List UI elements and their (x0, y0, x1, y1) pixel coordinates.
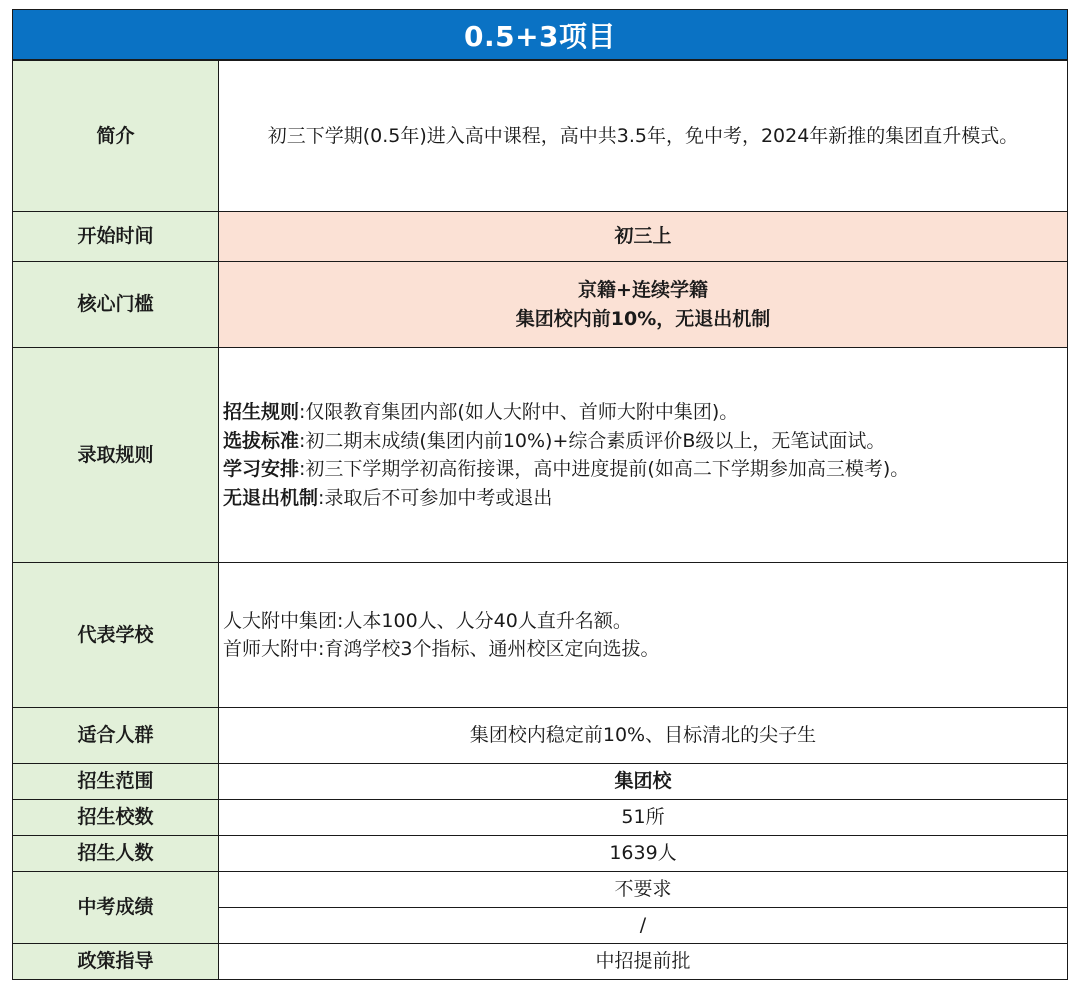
rule-item (223, 484, 1067, 513)
table-row-suitable (13, 708, 1068, 764)
threshold-line-2: 集团校内前10%，无退出机制 (515, 307, 771, 330)
row-value-suitable: 集团校内稳定前10%、目标清北的尖子生 (219, 708, 1068, 764)
project-info-table (12, 60, 1068, 980)
row-label-student-count: 招生人数 (13, 836, 219, 872)
row-label-policy: 政策指导 (13, 944, 219, 980)
rule-text: :初三下学期学初高衔接课，高中进度提前(如高二下学期参加高三模考)。 (299, 458, 910, 480)
table-row-school-count (13, 800, 1068, 836)
rule-key: 无退出机制 (223, 486, 319, 509)
row-label-schools: 代表学校 (13, 563, 219, 708)
row-label-exam-score: 中考成绩 (13, 872, 219, 944)
rule-item (223, 398, 1067, 427)
table-row-schools (13, 563, 1068, 708)
table-row-exam-score (13, 872, 1068, 908)
rule-key: 学习安排 (223, 458, 300, 480)
row-value-schools (219, 563, 1068, 708)
rule-item (223, 455, 1067, 484)
row-label-intro: 简介 (13, 61, 219, 212)
table-row-start-time (13, 212, 1068, 262)
table-row-scope (13, 764, 1068, 800)
row-value-threshold (219, 262, 1068, 348)
rule-text: :录取后不可参加中考或退出 (318, 486, 553, 509)
row-label-suitable: 适合人群 (13, 708, 219, 764)
table-row-admission-rules (13, 348, 1068, 563)
rule-key: 选拔标准 (223, 429, 300, 452)
school-line-1: 人大附中集团:人本100人、人分40人直升名额。 (223, 609, 632, 632)
row-label-start-time: 开始时间 (13, 212, 219, 262)
table-row-intro (13, 61, 1068, 212)
row-value-student-count: 1639人 (219, 836, 1068, 872)
row-value-policy: 中招提前批 (219, 944, 1068, 980)
row-label-school-count: 招生校数 (13, 800, 219, 836)
row-value-exam-score-1: 不要求 (219, 872, 1068, 908)
row-label-scope: 招生范围 (13, 764, 219, 800)
page-title: 0.5+3项目 (12, 9, 1068, 60)
table-row-policy (13, 944, 1068, 980)
row-value-school-count: 51所 (219, 800, 1068, 836)
rule-key: 招生规则 (223, 401, 300, 423)
table-row-threshold (13, 262, 1068, 348)
school-line-2: 首师大附中:育鸿学校3个指标、通州校区定向选拔。 (223, 638, 660, 660)
row-label-admission-rules: 录取规则 (13, 348, 219, 563)
table-row-student-count (13, 836, 1068, 872)
row-value-scope: 集团校 (219, 764, 1068, 800)
row-value-start-time: 初三上 (219, 212, 1068, 262)
row-value-exam-score-2: / (219, 908, 1068, 944)
rule-text: :初二期末成绩(集团内前10%)+综合素质评价B级以上，无笔试面试。 (299, 429, 886, 452)
row-value-intro: 初三下学期(0.5年)进入高中课程，高中共3.5年，免中考，2024年新推的集团直升模式。 (219, 61, 1068, 212)
threshold-line-1: 京籍+连续学籍 (578, 279, 708, 301)
row-label-threshold: 核心门槛 (13, 262, 219, 348)
row-value-admission-rules (219, 348, 1068, 563)
rule-item (223, 427, 1067, 456)
rule-text: :仅限教育集团内部(如人大附中、首师大附中集团)。 (299, 401, 739, 423)
